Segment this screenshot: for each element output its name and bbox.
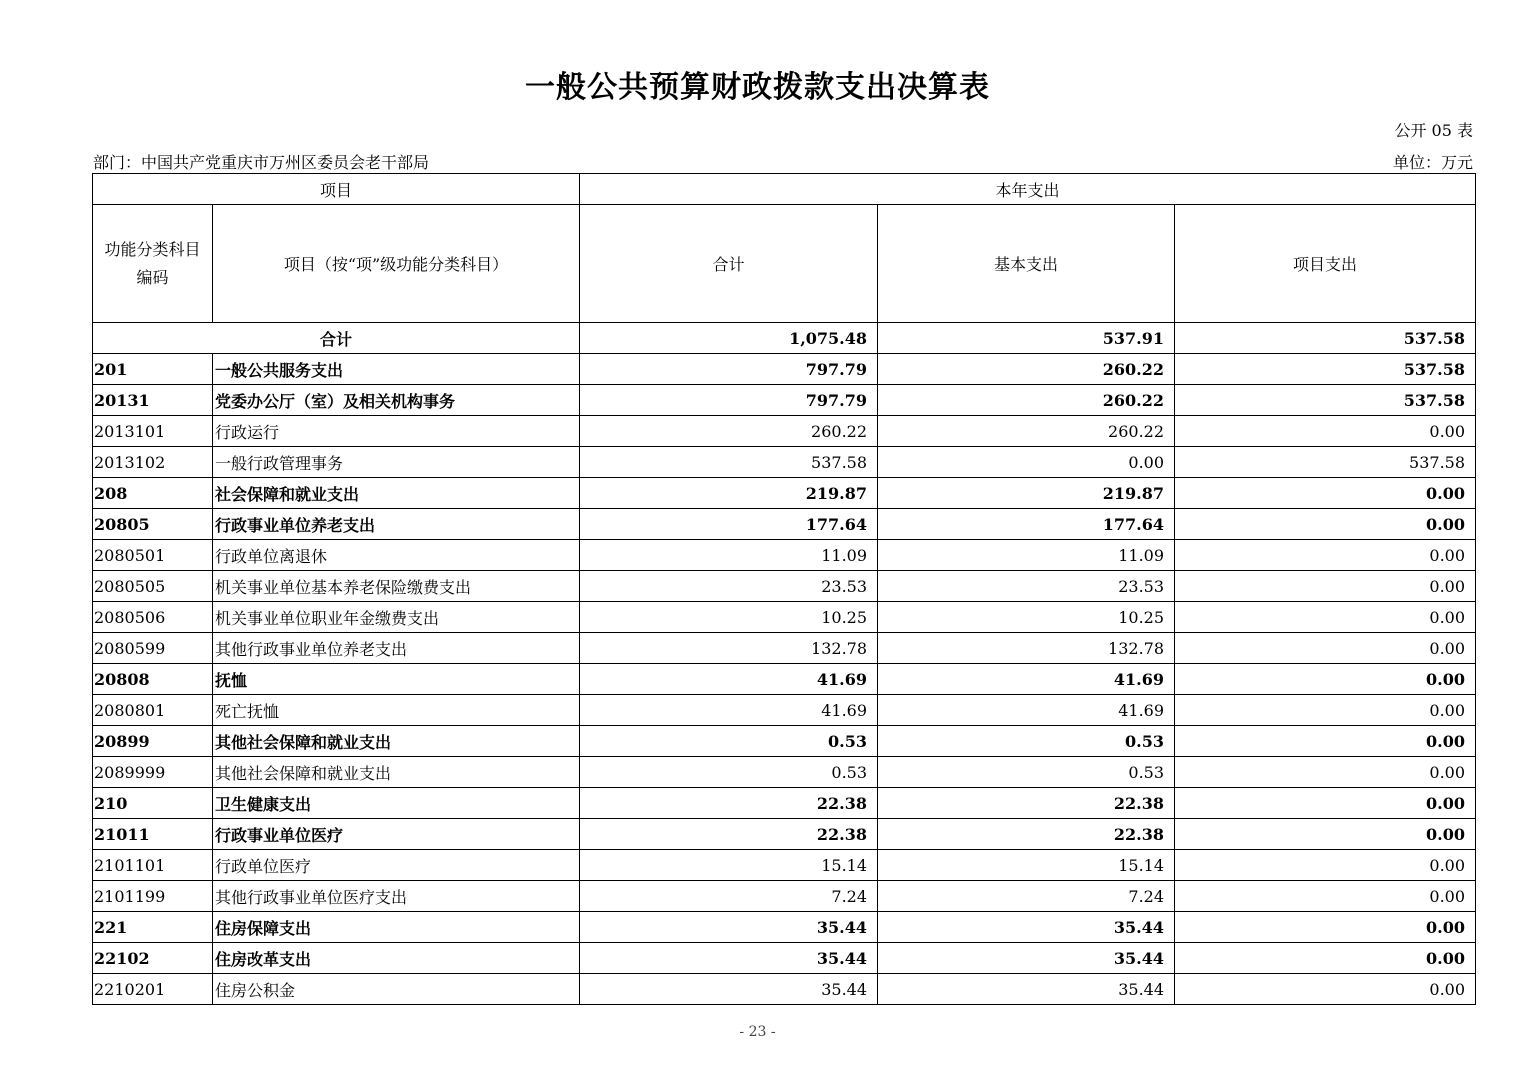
row-basic: 22.38 [878, 819, 1175, 850]
header-project-expenditure: 项目支出 [1175, 205, 1476, 323]
row-basic: 15.14 [878, 850, 1175, 881]
row-code: 2080801 [93, 695, 213, 726]
row-total: 0.53 [580, 757, 878, 788]
row-total: 260.22 [580, 416, 878, 447]
row-basic: 35.44 [878, 943, 1175, 974]
row-project: 0.00 [1175, 664, 1476, 695]
table-row [93, 757, 1476, 788]
row-project: 537.58 [1175, 447, 1476, 478]
row-name: 党委办公厅（室）及相关机构事务 [213, 385, 580, 416]
total-row [93, 323, 1476, 354]
table-row [93, 602, 1476, 633]
row-code: 2210201 [93, 974, 213, 1005]
row-basic: 41.69 [878, 664, 1175, 695]
table-row [93, 695, 1476, 726]
header-row-top [93, 174, 1476, 205]
row-project: 0.00 [1175, 726, 1476, 757]
row-code: 20131 [93, 385, 213, 416]
form-number: 公开 05 表 [1394, 121, 1473, 140]
row-name: 行政运行 [213, 416, 580, 447]
row-basic: 22.38 [878, 788, 1175, 819]
row-basic: 35.44 [878, 912, 1175, 943]
row-code: 2089999 [93, 757, 213, 788]
table-row [93, 974, 1476, 1005]
row-code: 2101101 [93, 850, 213, 881]
row-name: 行政事业单位养老支出 [213, 509, 580, 540]
page-title: 一般公共预算财政拨款支出决算表 [525, 70, 990, 105]
total-project: 537.58 [1175, 323, 1476, 354]
header-total: 合计 [580, 205, 878, 323]
row-name: 其他行政事业单位医疗支出 [213, 881, 580, 912]
table-row [93, 633, 1476, 664]
page-number: - 23 - [739, 1024, 776, 1040]
row-name: 行政单位医疗 [213, 850, 580, 881]
row-project: 0.00 [1175, 416, 1476, 447]
table-row [93, 819, 1476, 850]
table-row [93, 571, 1476, 602]
row-total: 0.53 [580, 726, 878, 757]
row-name: 行政单位离退休 [213, 540, 580, 571]
row-name: 社会保障和就业支出 [213, 478, 580, 509]
row-basic: 35.44 [878, 974, 1175, 1005]
table-row [93, 912, 1476, 943]
row-code: 2101199 [93, 881, 213, 912]
row-basic: 177.64 [878, 509, 1175, 540]
row-project: 537.58 [1175, 354, 1476, 385]
row-total: 35.44 [580, 943, 878, 974]
row-basic: 219.87 [878, 478, 1175, 509]
row-total: 177.64 [580, 509, 878, 540]
total-label: 合计 [93, 323, 580, 354]
row-basic: 260.22 [878, 385, 1175, 416]
expenditure-table [92, 173, 1476, 1005]
table-row [93, 416, 1476, 447]
row-name: 卫生健康支出 [213, 788, 580, 819]
row-code: 210 [93, 788, 213, 819]
table-row [93, 788, 1476, 819]
table-row [93, 881, 1476, 912]
row-basic: 0.53 [878, 726, 1175, 757]
table-row [93, 664, 1476, 695]
row-name: 机关事业单位职业年金缴费支出 [213, 602, 580, 633]
row-code: 201 [93, 354, 213, 385]
row-basic: 41.69 [878, 695, 1175, 726]
header-row-bottom [93, 205, 1476, 323]
row-basic: 7.24 [878, 881, 1175, 912]
row-name: 一般行政管理事务 [213, 447, 580, 478]
table-row [93, 354, 1476, 385]
row-total: 537.58 [580, 447, 878, 478]
row-code: 2080501 [93, 540, 213, 571]
total-amount: 1,075.48 [580, 323, 878, 354]
row-project: 0.00 [1175, 478, 1476, 509]
row-name: 一般公共服务支出 [213, 354, 580, 385]
row-total: 22.38 [580, 819, 878, 850]
row-total: 797.79 [580, 354, 878, 385]
row-project: 537.58 [1175, 385, 1476, 416]
row-basic: 0.53 [878, 757, 1175, 788]
row-code: 20808 [93, 664, 213, 695]
row-code: 2013102 [93, 447, 213, 478]
row-total: 41.69 [580, 695, 878, 726]
row-name: 抚恤 [213, 664, 580, 695]
row-name: 住房保障支出 [213, 912, 580, 943]
row-code: 2080599 [93, 633, 213, 664]
total-basic: 537.91 [878, 323, 1175, 354]
row-basic: 260.22 [878, 354, 1175, 385]
row-total: 219.87 [580, 478, 878, 509]
row-project: 0.00 [1175, 974, 1476, 1005]
row-code: 2080505 [93, 571, 213, 602]
row-code: 221 [93, 912, 213, 943]
row-code: 21011 [93, 819, 213, 850]
row-project: 0.00 [1175, 850, 1476, 881]
row-total: 35.44 [580, 912, 878, 943]
row-basic: 260.22 [878, 416, 1175, 447]
row-name: 住房公积金 [213, 974, 580, 1005]
row-project: 0.00 [1175, 602, 1476, 633]
unit-label: 单位：万元 [1392, 153, 1473, 172]
row-project: 0.00 [1175, 788, 1476, 819]
row-basic: 11.09 [878, 540, 1175, 571]
row-name: 死亡抚恤 [213, 695, 580, 726]
row-total: 11.09 [580, 540, 878, 571]
row-code: 208 [93, 478, 213, 509]
row-name: 其他社会保障和就业支出 [213, 726, 580, 757]
row-total: 23.53 [580, 571, 878, 602]
row-total: 132.78 [580, 633, 878, 664]
row-basic: 10.25 [878, 602, 1175, 633]
row-project: 0.00 [1175, 633, 1476, 664]
row-name: 住房改革支出 [213, 943, 580, 974]
row-project: 0.00 [1175, 881, 1476, 912]
row-project: 0.00 [1175, 509, 1476, 540]
header-item: 项目（按“项”级功能分类科目） [213, 205, 580, 323]
department-label: 部门：中国共产党重庆市万州区委员会老干部局 [93, 153, 430, 172]
row-name: 其他行政事业单位养老支出 [213, 633, 580, 664]
header-current-year: 本年支出 [580, 174, 1476, 205]
row-name: 行政事业单位医疗 [213, 819, 580, 850]
row-project: 0.00 [1175, 757, 1476, 788]
row-total: 15.14 [580, 850, 878, 881]
table-row [93, 943, 1476, 974]
row-project: 0.00 [1175, 695, 1476, 726]
header-code: 功能分类科目编码 [93, 205, 213, 323]
table-row [93, 540, 1476, 571]
table-row [93, 447, 1476, 478]
row-code: 20899 [93, 726, 213, 757]
row-code: 2013101 [93, 416, 213, 447]
row-project: 0.00 [1175, 571, 1476, 602]
row-code: 22102 [93, 943, 213, 974]
row-total: 797.79 [580, 385, 878, 416]
row-total: 7.24 [580, 881, 878, 912]
header-project: 项目 [93, 174, 580, 205]
row-project: 0.00 [1175, 943, 1476, 974]
row-total: 22.38 [580, 788, 878, 819]
table-row [93, 385, 1476, 416]
table-row [93, 850, 1476, 881]
row-project: 0.00 [1175, 819, 1476, 850]
row-project: 0.00 [1175, 540, 1476, 571]
row-basic: 23.53 [878, 571, 1175, 602]
table-row [93, 509, 1476, 540]
row-total: 41.69 [580, 664, 878, 695]
row-basic: 132.78 [878, 633, 1175, 664]
row-total: 10.25 [580, 602, 878, 633]
row-name: 其他社会保障和就业支出 [213, 757, 580, 788]
table-row [93, 726, 1476, 757]
row-code: 2080506 [93, 602, 213, 633]
header-basic: 基本支出 [878, 205, 1175, 323]
table-row [93, 478, 1476, 509]
row-name: 机关事业单位基本养老保险缴费支出 [213, 571, 580, 602]
row-basic: 0.00 [878, 447, 1175, 478]
row-total: 35.44 [580, 974, 878, 1005]
row-code: 20805 [93, 509, 213, 540]
row-project: 0.00 [1175, 912, 1476, 943]
